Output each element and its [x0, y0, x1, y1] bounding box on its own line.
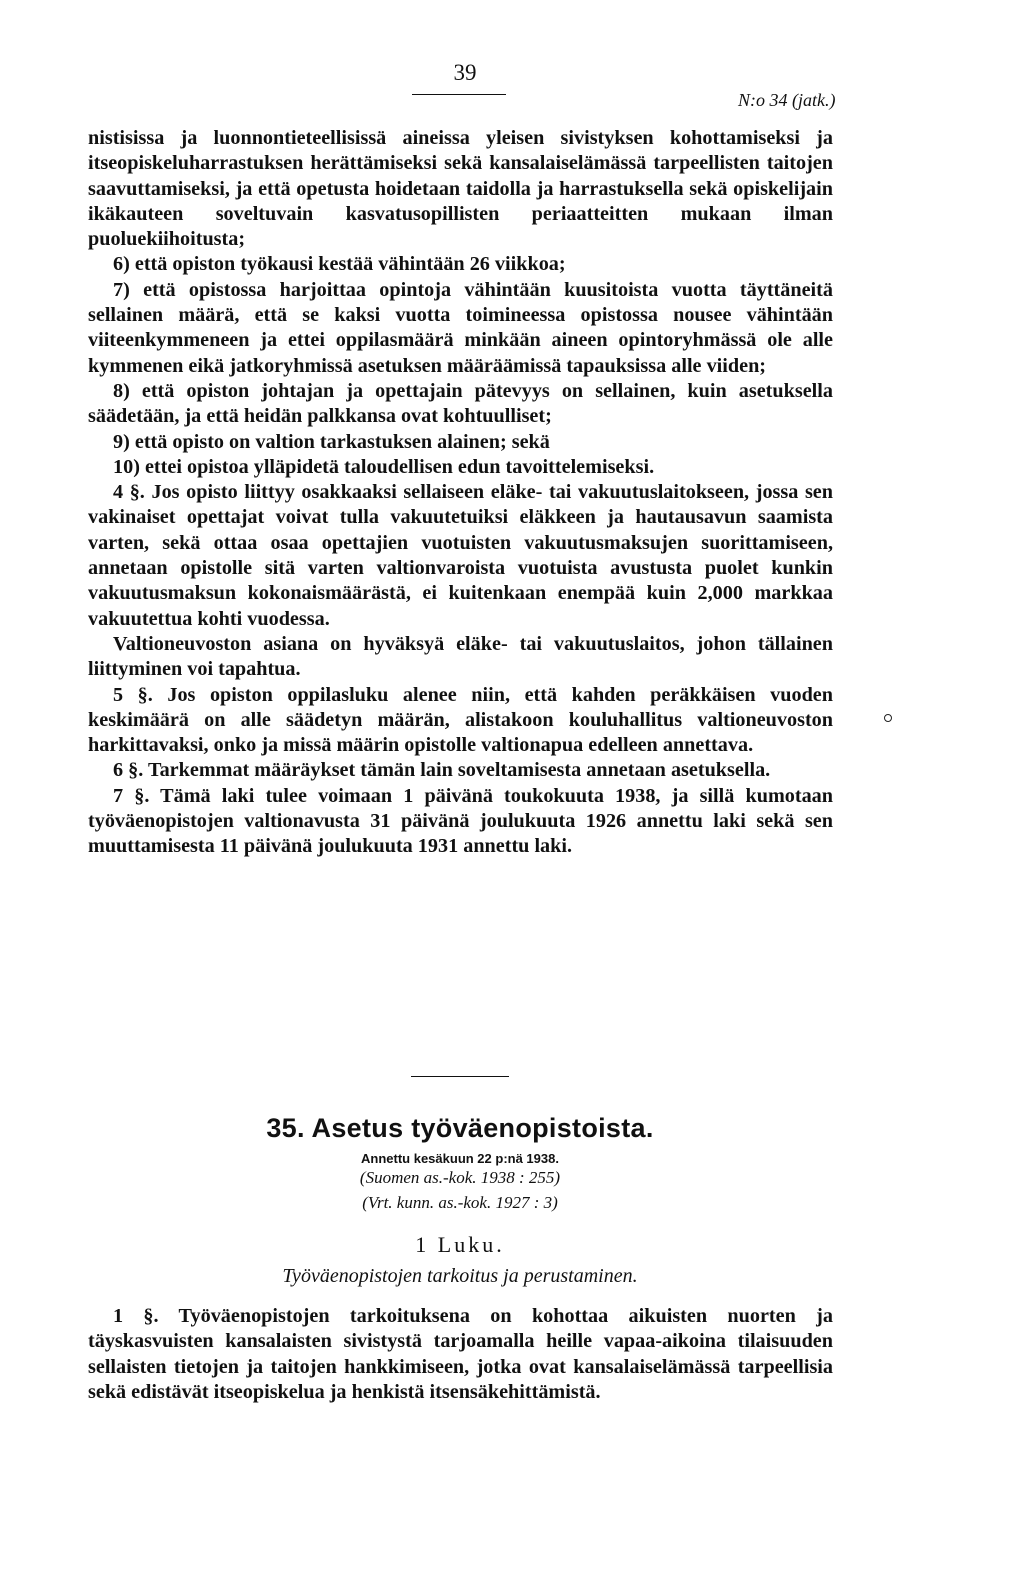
act-title: 35. Asetus työväenopistoista.	[266, 1113, 654, 1143]
paragraph-item-6: 6) että opiston työkausi kestää vähintään 26 viikkoa;	[113, 253, 566, 276]
paragraph-item-9: 9) että opisto on valtion tarkastuksen alainen; sekä	[113, 430, 550, 453]
header-rule	[412, 94, 506, 95]
paragraph-continuation: nistisissa ja luonnontieteellisissä aineissa yleisen sivistyksen kohottamiseksi ja itseopiskeluharrastuksen herättämiseksi sekä kansalaiselämässä tarpeellisten taitojen saavuttamiseksi, ja että opetusta hoidetaan taidolla ja harrastuksella sekä opiskelijain ikäkauteen soveltuvain kasvatusopillisten periaatteitten mukaan ilman puoluekiihoitusta;	[88, 127, 833, 251]
margin-mark	[884, 714, 892, 722]
section-4: 4 §. Jos opisto liittyy osakkaaksi sellaiseen eläke- tai vakuutuslaitokseen, jossa sen vakinaiset opettajat voivat tulla vakuutetuiksi eläkkeen ja hautausavun saamista varten, sekä ottaa osaa opettajien vuotuisten vakuutusmaksujen suorittamiseen, annetaan opistolle sitä varten valtionvaroista vuotuista avustusta puolet kunkin vakuutusmaksun kokonaismäärästä, ei kuitenkaan enempää kuin 2,000 markkaa vakuutettua kohti vuodessa.	[88, 481, 833, 630]
paragraph-item-8: 8) että opiston johtajan ja opettajain pätevyys on sellainen, kuin asetuksella säädetään, ja että heidän palkkansa ovat kohtuulliset;	[88, 379, 833, 428]
paragraph-item-10: 10) ettei opistoa ylläpidetä taloudellisen edun tavoittelemiseksi.	[113, 455, 655, 478]
act-text	[88, 1304, 833, 1405]
chapter-heading: 1 Luku.	[415, 1232, 505, 1257]
section-5: 5 §. Jos opiston oppilasluku alenee niin, että kahden peräkkäisen vuoden keskimäärä on alle säädetyn määrän, alistakoon kouluhallitus valtioneuvoston harkittavaksi, onko ja missä määrin opistolle valtionapua edelleen annettava.	[88, 683, 833, 757]
section-divider	[411, 1076, 509, 1077]
page-header	[0, 60, 1024, 110]
page-number: 39	[453, 60, 477, 85]
act-date: Annettu kesäkuun 22 p:nä 1938.	[361, 1151, 559, 1166]
series-reference: N:o 34 (jatk.)	[738, 90, 836, 110]
section-6: 6 §. Tarkemmat määräykset tämän lain soveltamisesta annetaan asetuksella.	[113, 759, 771, 782]
section-1: 1 §. Työväenopistojen tarkoituksena on kohottaa aikuisten nuorten ja täyskasvuisten kansalaisten sivistystä tarjoamalla heille vapaa-aikoina tilaisuuden sellaisten tietojen ja taitojen hankkimiseen, jotka ovat kansalaiselämässä tarpeellisia sekä edistävät itseopiskelua ja henkistä itsensäkehittämistä.	[88, 1305, 833, 1403]
law-text-continuation	[88, 126, 833, 860]
chapter-title: Työväenopistojen tarkoitus ja perustaminen.	[282, 1265, 638, 1287]
section-4-continued: Valtioneuvoston asiana on hyväksyä eläke- tai vakuutuslaitos, johon tällainen liittyminen voi tapahtua.	[88, 632, 833, 681]
comparison-reference: (Vrt. kunn. as.-kok. 1927 : 3)	[362, 1193, 558, 1212]
paragraph-item-7: 7) että opistossa harjoittaa opintoja vähintään kuusitoista vuotta täyttäneitä sellainen määrä, että se kaksi vuotta toimineessa opistossa nousee vähintään viiteenkymmeneen ja ettei oppilasmäärä minkään aineen opintoryhmässä ole alle kymmenen eikä jatkoryhmissä asetuksen määräämissä tapauksissa alle viiden;	[88, 278, 833, 377]
collection-reference: (Suomen as.-kok. 1938 : 255)	[359, 1168, 561, 1187]
section-7: 7 §. Tämä laki tulee voimaan 1 päivänä toukokuuta 1938, ja sillä kumotaan työväenopistojen valtionavusta 31 päivänä joulukuuta 1926 annettu laki sekä sen muuttamisesta 11 päivänä joulukuuta 1931 annettu laki.	[88, 784, 833, 858]
